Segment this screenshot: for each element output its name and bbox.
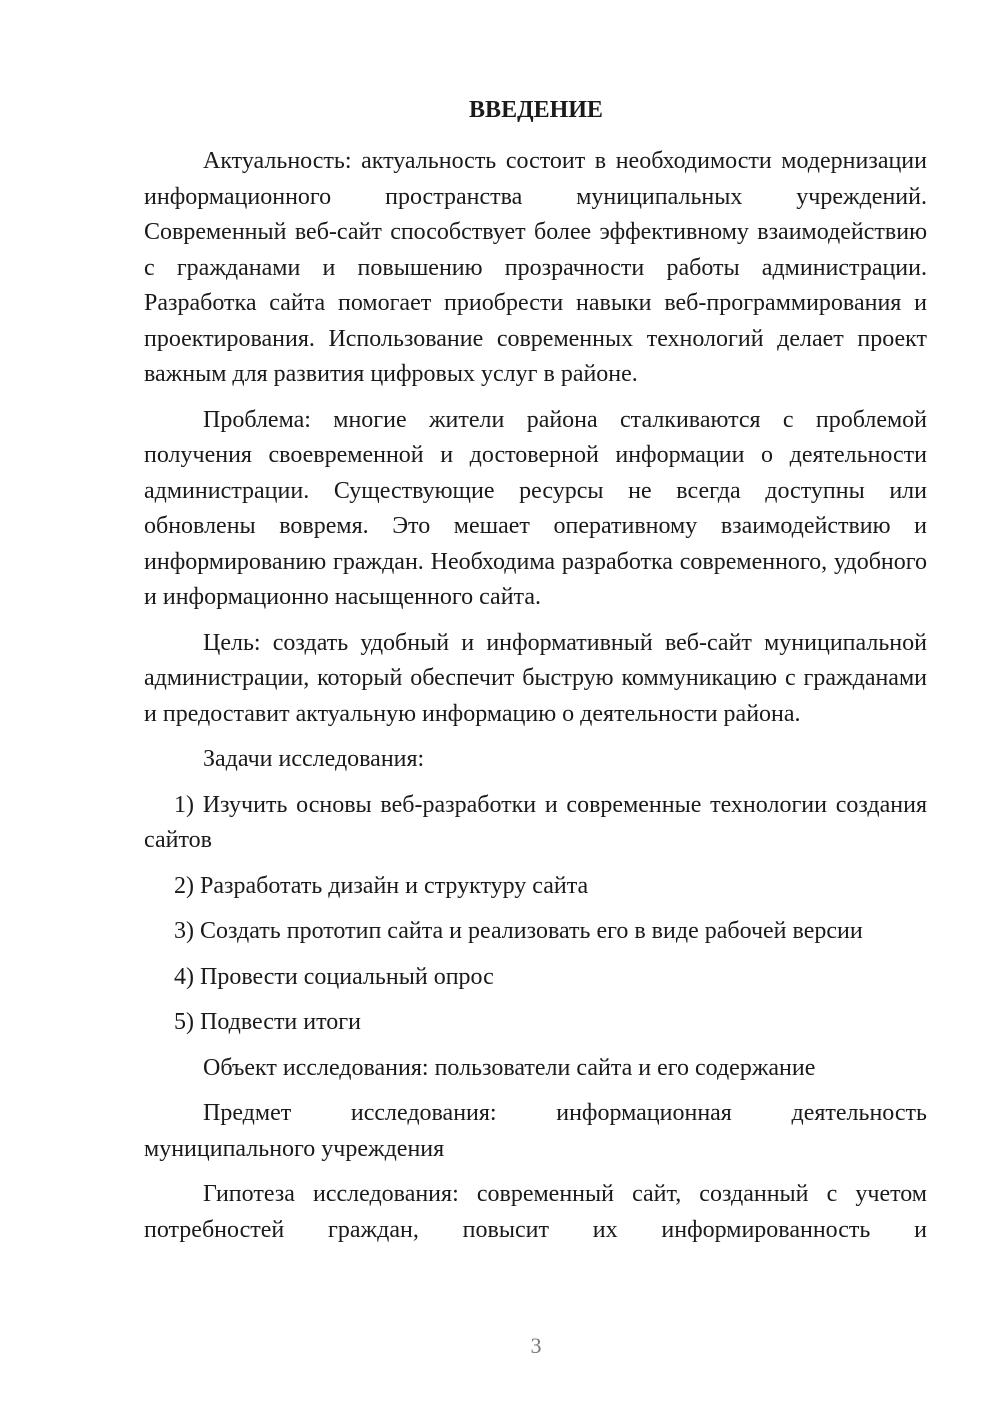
paragraph-hypothesis: Гипотеза исследования: современный сайт, созданный с учетом потребностей граждан, повысит их информированность и: [144, 1181, 927, 1243]
task-item-5: 5) Подвести итоги: [174, 1009, 361, 1035]
task-item-1: 1) Изучить основы веб-разработки и современные технологии создания сайтов: [144, 791, 927, 853]
body-text: [144, 144, 927, 1258]
task-item-3: 3) Создать прототип сайта и реализовать его в виде рабочей версии: [174, 918, 863, 944]
paragraph-problem: Проблема: многие жители района сталкиваются с проблемой получения своевременной и достоверной информации о деятельности администрации. Существующие ресурсы не всегда доступны или обновлены вовремя. Это мешает оперативному взаимодействию и информированию граждан. Необходима разработка современного, удобного и информационно насыщенного сайта.: [144, 406, 927, 610]
paragraph-object: Объект исследования: пользователи сайта и его содержание: [203, 1054, 816, 1081]
task-item-4: 4) Провести социальный опрос: [174, 963, 494, 990]
section-title: ВВЕДЕНИЕ: [469, 97, 603, 123]
paragraph-relevance: Актуальность: актуальность состоит в необходимости модернизации информационного пространства муниципальных учреждений. Современный веб-сайт способствует более эффективному взаимодействию с гражданами и повышению прозрачности работы администрации. Разработка сайта помогает приобрести навыки веб-программирования и проектирования. Использование современных технологий делает проект важным для развития цифровых услуг в районе.: [144, 148, 927, 387]
page-number: 3: [530, 1333, 542, 1358]
paragraph-subject: Предмет исследования: информационная деятельность муниципального учреждения: [144, 1100, 927, 1162]
task-item-2: 2) Разработать дизайн и структуру сайта: [174, 872, 589, 899]
paragraph-tasks-heading: Задачи исследования:: [203, 746, 425, 772]
paragraph-goal: Цель: создать удобный и информативный веб-сайт муниципальной администрации, который обеспечит быструю коммуникацию с гражданами и предоставит актуальную информацию о деятельности района.: [144, 629, 927, 727]
